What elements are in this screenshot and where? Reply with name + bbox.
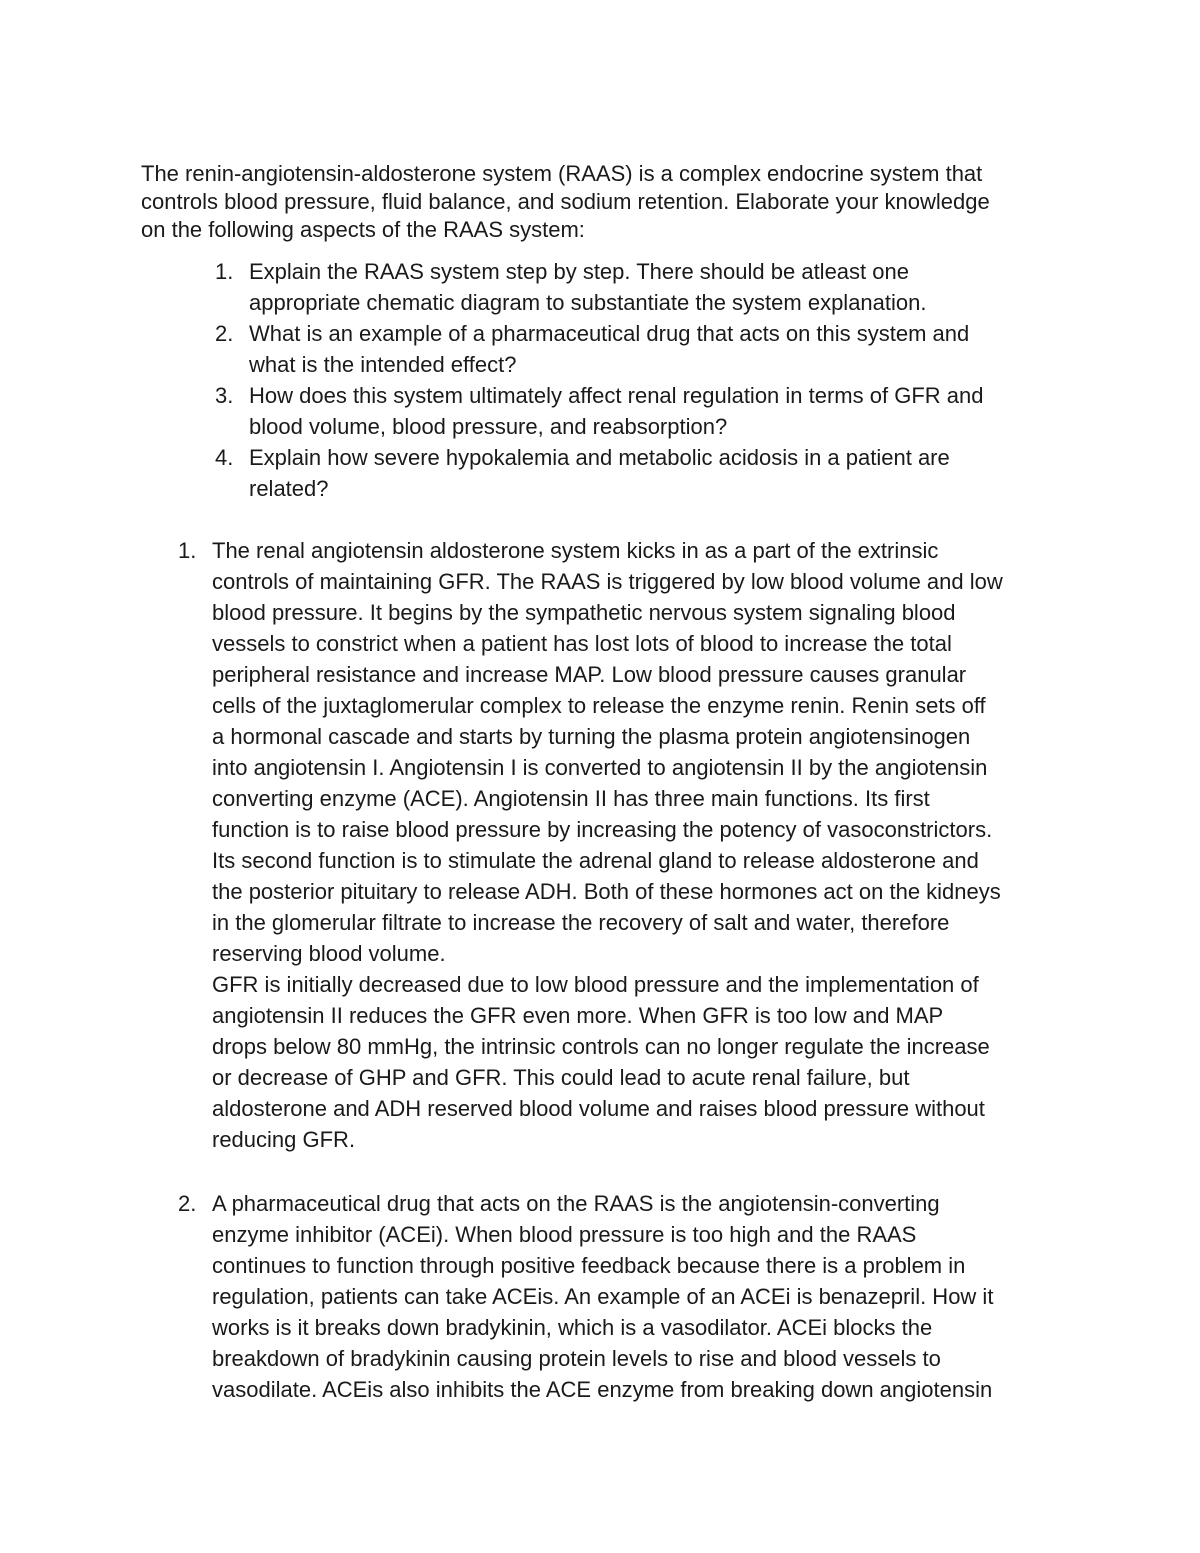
list-number: 3. bbox=[215, 383, 234, 408]
answer-line: function is to raise blood pressure by increasing the potency of vasoconstrictors. bbox=[212, 817, 993, 842]
list-number: 4. bbox=[215, 445, 234, 470]
answer-line: continues to function through positive feedback because there is a problem in bbox=[212, 1253, 966, 1278]
question-line: How does this system ultimately affect renal regulation in terms of GFR and bbox=[249, 383, 984, 408]
intro-line: controls blood pressure, fluid balance, and sodium retention. Elaborate your knowledge bbox=[141, 189, 990, 214]
answer-line: in the glomerular filtrate to increase the recovery of salt and water, therefore bbox=[212, 910, 950, 935]
answer-line: or decrease of GHP and GFR. This could lead to acute renal failure, but bbox=[212, 1065, 910, 1090]
answer-line: a hormonal cascade and starts by turning the plasma protein angiotensinogen bbox=[212, 724, 971, 749]
question-line: what is the intended effect? bbox=[249, 352, 517, 377]
question-line: Explain the RAAS system step by step. There should be atleast one bbox=[249, 259, 909, 284]
answer-line: drops below 80 mmHg, the intrinsic controls can no longer regulate the increase bbox=[212, 1034, 990, 1059]
question-line: blood volume, blood pressure, and reabsorption? bbox=[249, 414, 728, 439]
list-number: 1. bbox=[215, 259, 234, 284]
answer-line: Its second function is to stimulate the adrenal gland to release aldosterone and bbox=[212, 848, 979, 873]
answer-line: vessels to constrict when a patient has lost lots of blood to increase the total bbox=[212, 631, 952, 656]
answer-line: the posterior pituitary to release ADH. Both of these hormones act on the kidneys bbox=[212, 879, 1001, 904]
answer-line: reducing GFR. bbox=[212, 1127, 356, 1152]
answer-line: A pharmaceutical drug that acts on the RAAS is the angiotensin-converting bbox=[212, 1191, 940, 1216]
intro-line: The renin-angiotensin-aldosterone system (RAAS) is a complex endocrine system that bbox=[141, 161, 983, 186]
answer-line: blood pressure. It begins by the sympathetic nervous system signaling blood bbox=[212, 600, 956, 625]
list-number: 2. bbox=[178, 1191, 197, 1216]
answer-line: GFR is initially decreased due to low blood pressure and the implementation of bbox=[212, 972, 979, 997]
answer-line: aldosterone and ADH reserved blood volume and raises blood pressure without bbox=[212, 1096, 985, 1121]
list-number: 1. bbox=[178, 538, 197, 563]
answer-line: peripheral resistance and increase MAP. Low blood pressure causes granular bbox=[212, 662, 967, 687]
question-line: Explain how severe hypokalemia and metabolic acidosis in a patient are bbox=[249, 445, 950, 470]
answer-line: works is it breaks down bradykinin, which is a vasodilator. ACEi blocks the bbox=[212, 1315, 933, 1340]
answer-line: into angiotensin I. Angiotensin I is converted to angiotensin II by the angiotensin bbox=[212, 755, 988, 780]
question-line: What is an example of a pharmaceutical drug that acts on this system and bbox=[249, 321, 970, 346]
answer-line: enzyme inhibitor (ACEi). When blood pressure is too high and the RAAS bbox=[212, 1222, 917, 1247]
intro-line: on the following aspects of the RAAS system: bbox=[141, 217, 585, 242]
list-number: 2. bbox=[215, 321, 234, 346]
answer-line: controls of maintaining GFR. The RAAS is triggered by low blood volume and low bbox=[212, 569, 1003, 594]
answer-line: The renal angiotensin aldosterone system kicks in as a part of the extrinsic bbox=[212, 538, 939, 563]
answer-line: reserving blood volume. bbox=[212, 941, 446, 966]
answer-line: regulation, patients can take ACEis. An example of an ACEi is benazepril. How it bbox=[212, 1284, 994, 1309]
question-line: related? bbox=[249, 476, 329, 501]
answer-line: breakdown of bradykinin causing protein levels to rise and blood vessels to bbox=[212, 1346, 941, 1371]
answer-line: cells of the juxtaglomerular complex to release the enzyme renin. Renin sets off bbox=[212, 693, 986, 718]
question-line: appropriate chematic diagram to substantiate the system explanation. bbox=[249, 290, 927, 315]
answer-line: vasodilate. ACEis also inhibits the ACE enzyme from breaking down angiotensin bbox=[212, 1377, 993, 1402]
answer-line: converting enzyme (ACE). Angiotensin II has three main functions. Its first bbox=[212, 786, 930, 811]
answer-line: angiotensin II reduces the GFR even more. When GFR is too low and MAP bbox=[212, 1003, 944, 1028]
